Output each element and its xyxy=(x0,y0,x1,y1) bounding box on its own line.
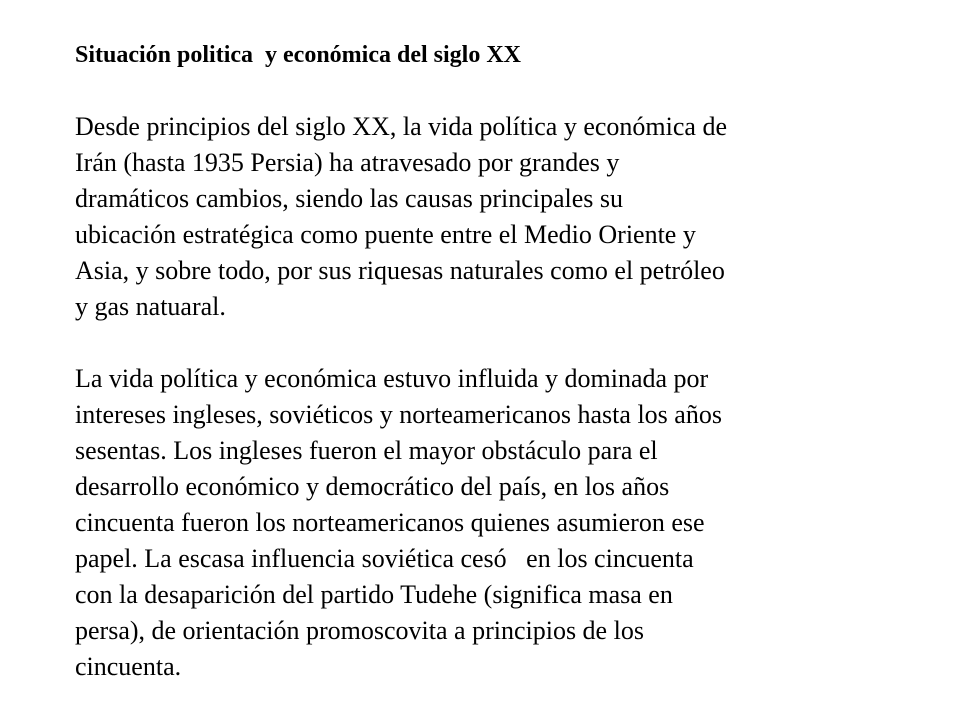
paragraph-2-line-4: desarrollo económico y democrático del país, en los años xyxy=(75,472,670,501)
paragraph-1-line-4: ubicación estratégica como puente entre el Medio Oriente y xyxy=(75,220,696,249)
paragraph-2-line-7: con la desaparición del partido Tudehe (significa masa en xyxy=(75,580,673,609)
paragraph-2-line-2: intereses ingleses, soviéticos y norteamericanos hasta los años xyxy=(75,400,722,429)
paragraph-spacer xyxy=(75,73,895,109)
paragraph-2-line-6: papel. La escasa influencia soviética cesó en los cincuenta xyxy=(75,544,694,573)
paragraph-2 xyxy=(75,361,895,685)
paragraph-1 xyxy=(75,109,895,325)
text-content xyxy=(75,37,895,685)
paragraph-1-line-6: y gas natuaral. xyxy=(75,292,226,321)
paragraph-1-line-2: Irán (hasta 1935 Persia) ha atravesado por grandes y xyxy=(75,148,620,177)
paragraph-2-line-8: persa), de orientación promoscovita a principios de los xyxy=(75,616,644,645)
paragraph-1-line-1: Desde principios del siglo XX, la vida política y económica de xyxy=(75,112,727,141)
paragraph-1-line-3: dramáticos cambios, siendo las causas principales su xyxy=(75,184,624,213)
paragraph-spacer xyxy=(75,325,895,361)
paragraph-2-line-1: La vida política y económica estuvo influida y dominada por xyxy=(75,364,709,393)
paragraph-1-line-5: Asia, y sobre todo, por sus riquesas naturales como el petróleo xyxy=(75,256,725,285)
paragraph-2-line-9: cincuenta. xyxy=(75,652,182,681)
paragraph-2-line-5: cincuenta fueron los norteamericanos quienes asumieron ese xyxy=(75,508,705,537)
paragraph-2-line-3: sesentas. Los ingleses fueron el mayor obstáculo para el xyxy=(75,436,658,465)
document-title: Situación politica y económica del siglo XX xyxy=(75,42,521,68)
